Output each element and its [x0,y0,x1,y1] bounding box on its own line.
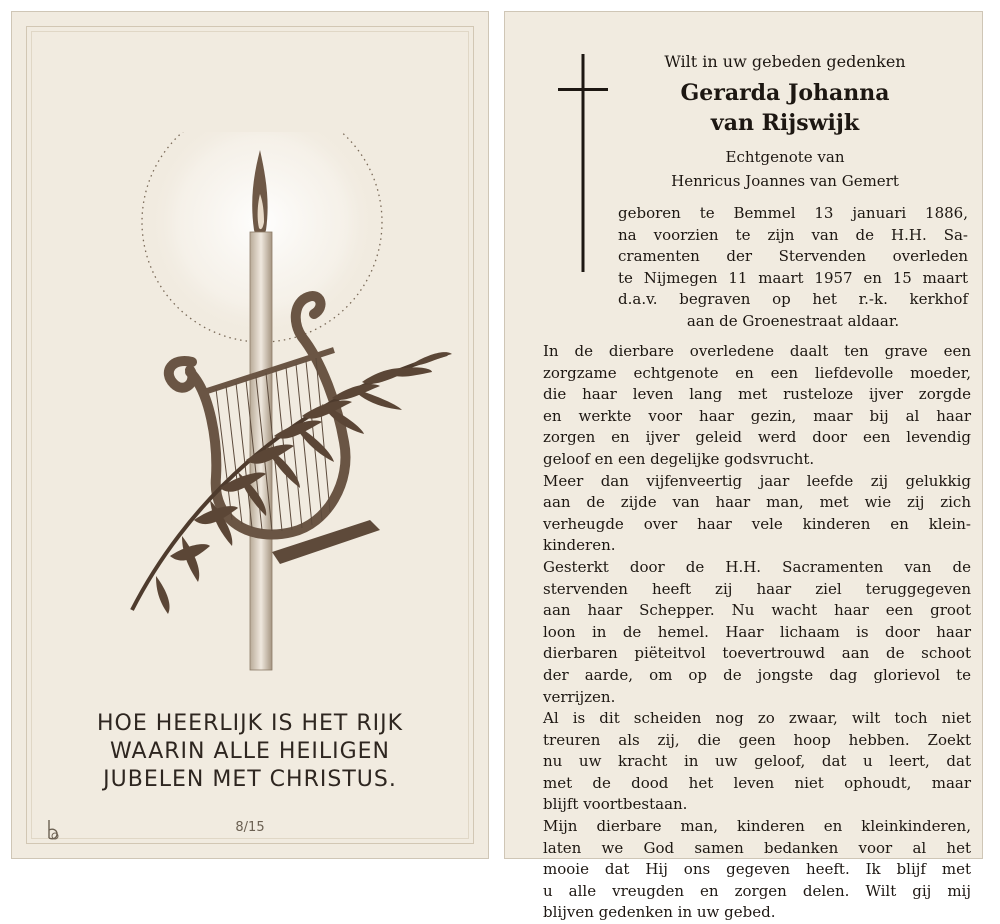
motto-line-2: WAARIN ALLE HEILIGEN [109,739,391,764]
text-line: aan de zijde van haar man, met wie zij zich [543,493,971,512]
latin-cross-icon [558,54,608,274]
spouse-label: Echtgenote van [725,148,845,166]
deceased-name-line-1: Gerarda Johanna [680,80,890,106]
spouse-name: Henricus Joannes van Gemert [671,172,899,190]
deceased-name-line-2: van Rijswijk [710,110,860,136]
text-line: mooie dat Hij ons gegeven heeft. Ik blijf met [543,860,971,879]
text-line: u alle vreugden en zorgen delen. Wilt gij mij [543,881,971,900]
text-line: blijven gedenken in uw gebed. [543,903,776,922]
motto-line-3: JUBELEN MET CHRISTUS. [103,767,397,792]
bio-line: te Nijmegen 11 maart 1957 en 15 maart [618,268,968,287]
text-line: Al is dit scheiden nog zo zwaar, wilt toch niet [543,709,971,728]
text-line: Mijn dierbare man, kinderen en kleinkinderen, [543,817,971,836]
text-line: aan haar Schepper. Nu wacht haar een groot [543,601,971,620]
candle-lyre-palm-illustration [112,132,472,692]
biography [618,203,968,332]
text-line: loon in de hemel. Haar lichaam is door haar [543,622,971,641]
text-line: verheugde over haar vele kinderen en klein- [543,514,971,533]
card-number: 8/15 [235,820,265,835]
bio-line: aan de Groenestraat aldaar. [686,311,900,330]
memorial-text [543,341,971,924]
prayer-intro: Wilt in uw gebeden gedenken [664,52,906,71]
text-line: Meer dan vijfenveertig jaar leefde zij gelukkig [543,471,971,490]
text-line: verrijzen. [543,687,616,706]
text-line: geloof en een degelijke godsvrucht. [543,449,815,468]
lyre-base [272,520,380,564]
text-line: blijft voortbestaan. [543,795,688,814]
text-line: der aarde, om op de jongste dag glorievol te [543,665,971,684]
bio-line: na voorzien te zijn van de H.H. Sa- [618,225,968,244]
text-line: stervenden heeft zij haar ziel teruggegeven [543,579,971,598]
text-line: zorgen en ijver geleid werd door een levendig [543,428,971,447]
text-line: zorgzame echtgenote en een liefdevolle moeder, [543,363,971,382]
text-line: laten we God samen bedanken voor al het [543,838,971,857]
bio-line: geboren te Bemmel 13 januari 1886, [618,204,968,222]
text-line: Gesterkt door de H.H. Sacramenten van de [543,557,971,576]
text-line: met de dood het leven niet ophoudt, maar [543,773,971,792]
bio-line: cramenten der Stervenden overleden [618,247,968,265]
left-card [12,12,488,858]
text-line: nu uw kracht in uw geloof, dat u leert, dat [543,752,971,771]
bio-line: d.a.v. begraven op het r.-k. kerkhof [618,290,968,308]
text-line: die haar leven lang met rusteloze ijver zorgde [543,385,971,404]
right-card [505,12,982,922]
motto-line-1: HOE HEERLIJK IS HET RIJK [96,711,404,736]
text-line: treuren als zij, die geen hoop hebben. Zoekt [543,730,971,749]
text-line: dierbaren piëteitvol toevertrouwd aan de schoot [543,644,971,663]
text-line: en werkte voor haar gezin, maar bij al haar [543,406,971,425]
text-line: In de dierbare overledene daalt ten grave een [543,342,971,360]
text-line: kinderen. [543,536,616,555]
